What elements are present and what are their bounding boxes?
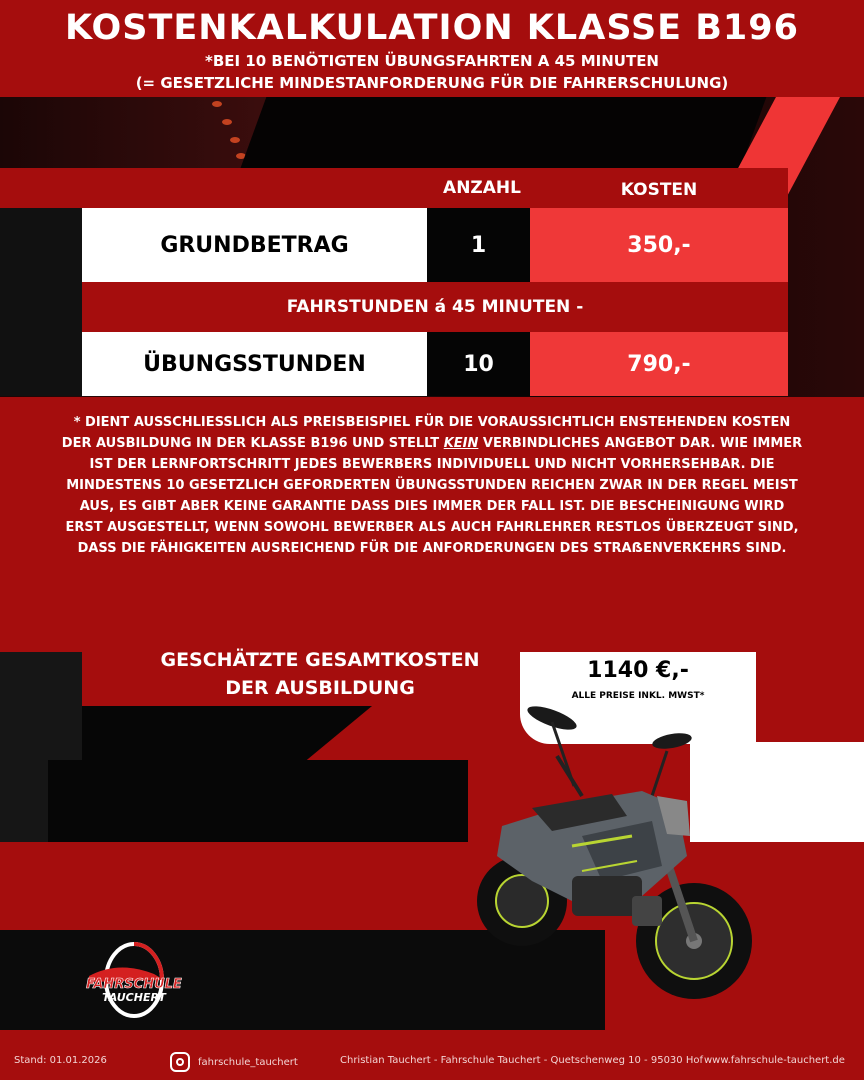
page-title: KOSTENKALKULATION KLASSE B196 [64, 8, 799, 48]
instagram-icon [170, 1052, 190, 1072]
subtitle-lessons: *BEI 10 BENÖTIGTEN ÜBUNGSFAHRTEN A 45 MINUTEN [204, 52, 659, 70]
disclaimer-note [60, 412, 804, 559]
disclaimer-text-2: VERBINDLICHES ANGEBOT DAR. WIE IMMER IST DER LERNFORTSCHRITT JEDES BEWERBERS INDIVIDUELL UND NICHT VORHERSEHBAR. DIE MINDESTENS 10 GESETZLICH GEFORDERTEN ÜBUNGSSTUNDEN REICHEN ZWAR IN DER REGEL MEIST AUS, ES GIBT ABER KEINE GARANTIE DASS DIES IMMER DER FALL IST. DIE BESCHEINIGUNG WIRD ERST AUSGESTELLT, WENN SOWOHL BEWERBER ALS AUCH FAHRLEHRER RESTLOS ÜBERZEUGT SIND, DASS DIE FÄHIGKEITEN AUSREICHEND FÜR DIE ANFORDERUNGEN DES STRAẞENVERKEHRS SIND. [65, 436, 803, 556]
total-price: 1140 €,- [587, 658, 689, 683]
disclaimer-emphasis: KEIN [443, 436, 479, 451]
decor-block [82, 706, 372, 766]
row-grundbetrag-kosten: 350,- [530, 208, 788, 282]
row-uebungsstunden-kosten: 790,- [530, 332, 788, 396]
decor-left-strip [0, 332, 82, 396]
footer-instagram-handle: fahrschule_tauchert [198, 1056, 298, 1068]
fahrschule-logo [64, 940, 204, 1024]
footer-website-link[interactable]: www.fahrschule-tauchert.de [704, 1055, 845, 1066]
decor-left-strip [0, 208, 82, 282]
column-header-anzahl: ANZAHL [443, 178, 521, 198]
footer-instagram-link[interactable] [170, 1052, 298, 1072]
footer-stand-date: Stand: 01.01.2026 [14, 1055, 107, 1066]
total-label [140, 646, 500, 702]
total-label-line-2: DER AUSBILDUNG [225, 677, 415, 699]
column-header-kosten: KOSTEN [620, 180, 698, 200]
row-uebungsstunden-anzahl: 10 [427, 332, 530, 396]
section-fahrstunden: FAHRSTUNDEN á 45 MINUTEN - [82, 282, 788, 332]
subtitle-legal: (= GESETZLICHE MINDESTANFORDERUNG FÜR DIE FAHRERSCHULUNG) [135, 74, 729, 92]
motorcycle-image [462, 696, 762, 1016]
vat-note: ALLE PREISE INKL. MWST* [571, 691, 705, 701]
footer-address: Christian Tauchert - Fahrschule Tauchert - Quetschenweg 10 - 95030 Hof [340, 1055, 703, 1066]
logo-text-line-1: FAHRSCHULE [86, 977, 182, 992]
row-grundbetrag-label: GRUNDBETRAG [82, 208, 427, 282]
row-uebungsstunden-label: ÜBUNGSSTUNDEN [82, 332, 427, 396]
disclaimer-text-1: * DIENT AUSSCHLIESSLICH ALS PREISBEISPIEL FÜR DIE VORAUSSICHTLICH ENSTEHENDEN KOSTEN DER AUSBILDUNG IN DER KLASSE B196 UND STELLT [61, 415, 791, 451]
row-grundbetrag-anzahl: 1 [427, 208, 530, 282]
decor-left-strip [0, 282, 82, 332]
logo-text-line-2: TAUCHERT [102, 991, 166, 1004]
decor-block [48, 760, 468, 842]
total-label-line-1: GESCHÄTZTE GESAMTKOSTEN [160, 649, 480, 671]
